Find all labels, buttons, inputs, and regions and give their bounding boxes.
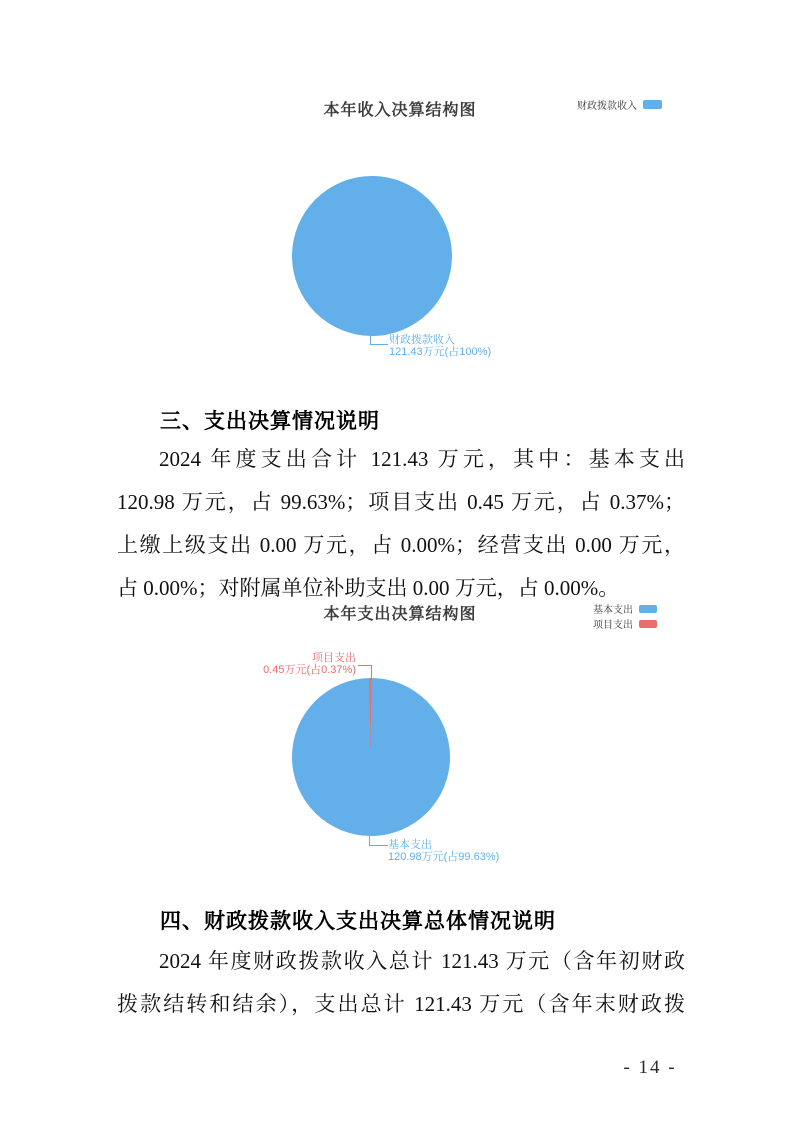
legend-label: 财政拨款收入 bbox=[577, 101, 637, 112]
legend-swatch-blue-icon bbox=[643, 100, 662, 109]
expense-project-label-name: 项目支出 bbox=[312, 652, 356, 664]
legend-swatch-red-icon bbox=[639, 620, 657, 628]
income-pie-chart bbox=[292, 176, 452, 336]
section-3-line-1: 2024 年度支出合计 121.43 万元，其中：基本支出 bbox=[159, 447, 685, 471]
income-slice-label-name: 财政拨款收入 bbox=[389, 334, 455, 346]
expense-project-connector-line bbox=[358, 665, 372, 680]
section-3-line-4: 占 0.00%；对附属单位补助支出 0.00 万元，占 0.00%。 bbox=[117, 576, 620, 600]
expense-project-label-value: 0.45万元(占0.37%) bbox=[263, 664, 356, 676]
expense-project-label bbox=[230, 652, 356, 676]
legend-swatch-blue-icon bbox=[639, 605, 657, 613]
income-slice-label-value: 121.43万元(占100%) bbox=[389, 346, 492, 358]
section-4-line-2: 拨款结转和结余），支出总计 121.43 万元（含年末财政拨 bbox=[117, 992, 685, 1016]
section-3-line-3: 上缴上级支出 0.00 万元，占 0.00%；经营支出 0.00 万元， bbox=[117, 533, 685, 557]
section-3-heading: 三、支出决算情况说明 bbox=[160, 410, 380, 433]
income-label-connector-line bbox=[370, 330, 388, 345]
expense-basic-connector-line bbox=[369, 832, 388, 846]
expense-pie-chart bbox=[292, 678, 450, 836]
expense-basic-label-name: 基本支出 bbox=[388, 839, 432, 851]
expense-basic-label bbox=[388, 839, 499, 863]
section-4-heading: 四、财政拨款收入支出决算总体情况说明 bbox=[160, 910, 556, 933]
expense-chart-title: 本年支出决算结构图 bbox=[323, 606, 477, 623]
expense-basic-label-value: 120.98万元(占99.63%) bbox=[388, 851, 500, 863]
expense-chart-legend-basic bbox=[593, 601, 657, 616]
income-chart-legend bbox=[577, 97, 662, 112]
expense-chart-legend-project bbox=[593, 616, 657, 631]
income-slice-label bbox=[389, 334, 491, 358]
legend-label: 项目支出 bbox=[593, 620, 633, 631]
section-3-line-2: 120.98 万元，占 99.63%；项目支出 0.45 万元，占 0.37%； bbox=[117, 490, 685, 514]
legend-label: 基本支出 bbox=[593, 605, 633, 616]
section-4-line-1: 2024 年度财政拨款收入总计 121.43 万元（含年初财政 bbox=[159, 949, 685, 973]
page-number: - 14 - bbox=[623, 1057, 677, 1078]
income-chart-title: 本年收入决算结构图 bbox=[323, 102, 477, 119]
